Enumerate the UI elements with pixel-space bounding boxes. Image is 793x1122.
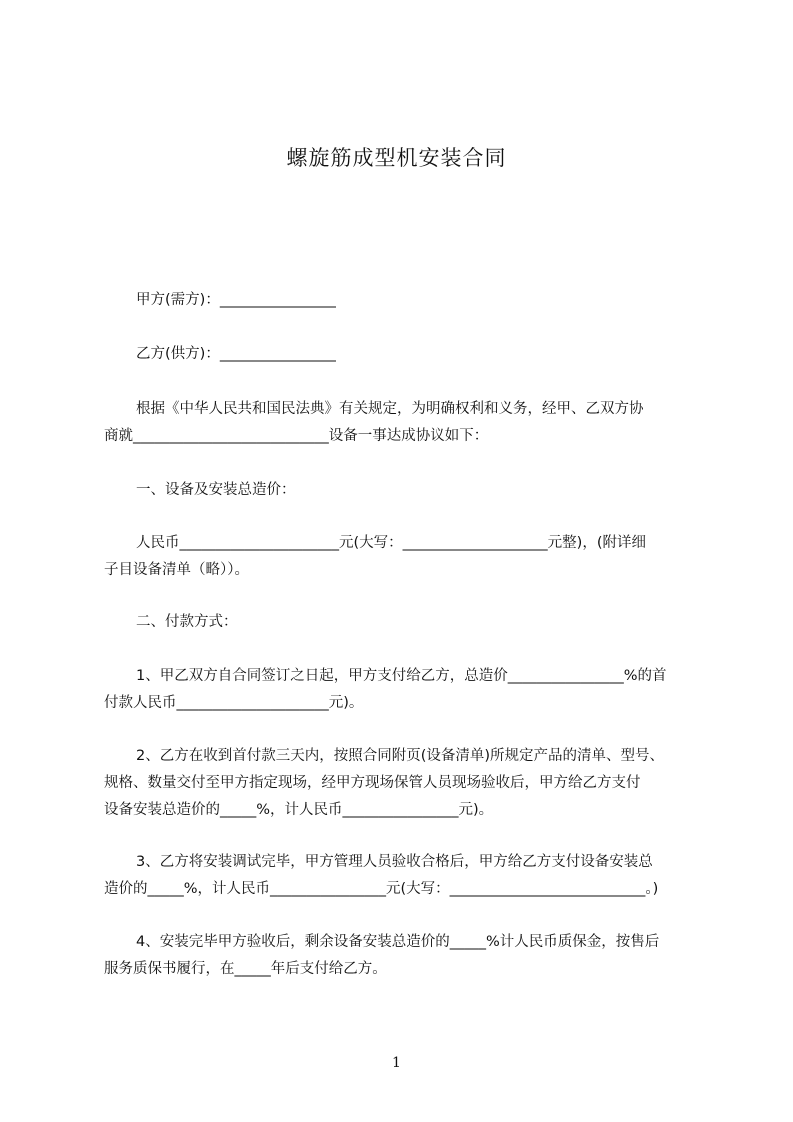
party-b-line: 乙方(供方)：________________ bbox=[136, 346, 336, 362]
item1-line-1: 1、甲乙双方自合同签订之日起，甲方支付给乙方，总造价________________%的首 bbox=[136, 668, 667, 684]
item2-line-2: 规格、数量交付至甲方指定现场，经甲方现场保管人员现场验收后，甲方给乙方支付 bbox=[104, 775, 641, 791]
item3-line-2: 造价的_____%，计人民币________________元(大写：___________________________。) bbox=[104, 881, 659, 897]
section1-line-1: 人民币______________________元(大写：____________________元整)，(附详细 bbox=[136, 535, 646, 551]
item4-line-2: 服务质保书履行，在_____年后支付给乙方。 bbox=[104, 961, 387, 977]
page-number: 1 bbox=[392, 1055, 401, 1071]
item4-line-1: 4、安装完毕甲方验收后，剩余设备安装总造价的_____%计人民币质保金，按售后 bbox=[136, 934, 660, 950]
item3-line-1: 3、乙方将安装调试完毕，甲方管理人员验收合格后，甲方给乙方支付设备安装总 bbox=[136, 854, 653, 870]
item1-line-2: 付款人民币_____________________元)。 bbox=[104, 695, 364, 711]
document-title: 螺旋筋成型机安装合同 bbox=[286, 146, 507, 170]
section1-line-2: 子目设备清单（略））。 bbox=[104, 562, 249, 578]
item2-line-3: 设备安装总造价的_____%，计人民币________________元)。 bbox=[104, 802, 494, 818]
intro-line-1: 根据《中华人民共和国民法典》有关规定，为明确权利和义务，经甲、乙双方协 bbox=[136, 401, 644, 417]
section1-heading: 一、设备及安装总造价： bbox=[136, 482, 296, 498]
section2-heading: 二、付款方式： bbox=[136, 614, 238, 630]
item2-line-1: 2、乙方在收到首付款三天内，按照合同附页(设备清单)所规定产品的清单、型号、 bbox=[136, 748, 665, 764]
intro-line-2: 商就___________________________设备一事达成协议如下： bbox=[104, 428, 489, 444]
party-a-line: 甲方(需方)：________________ bbox=[136, 292, 336, 308]
